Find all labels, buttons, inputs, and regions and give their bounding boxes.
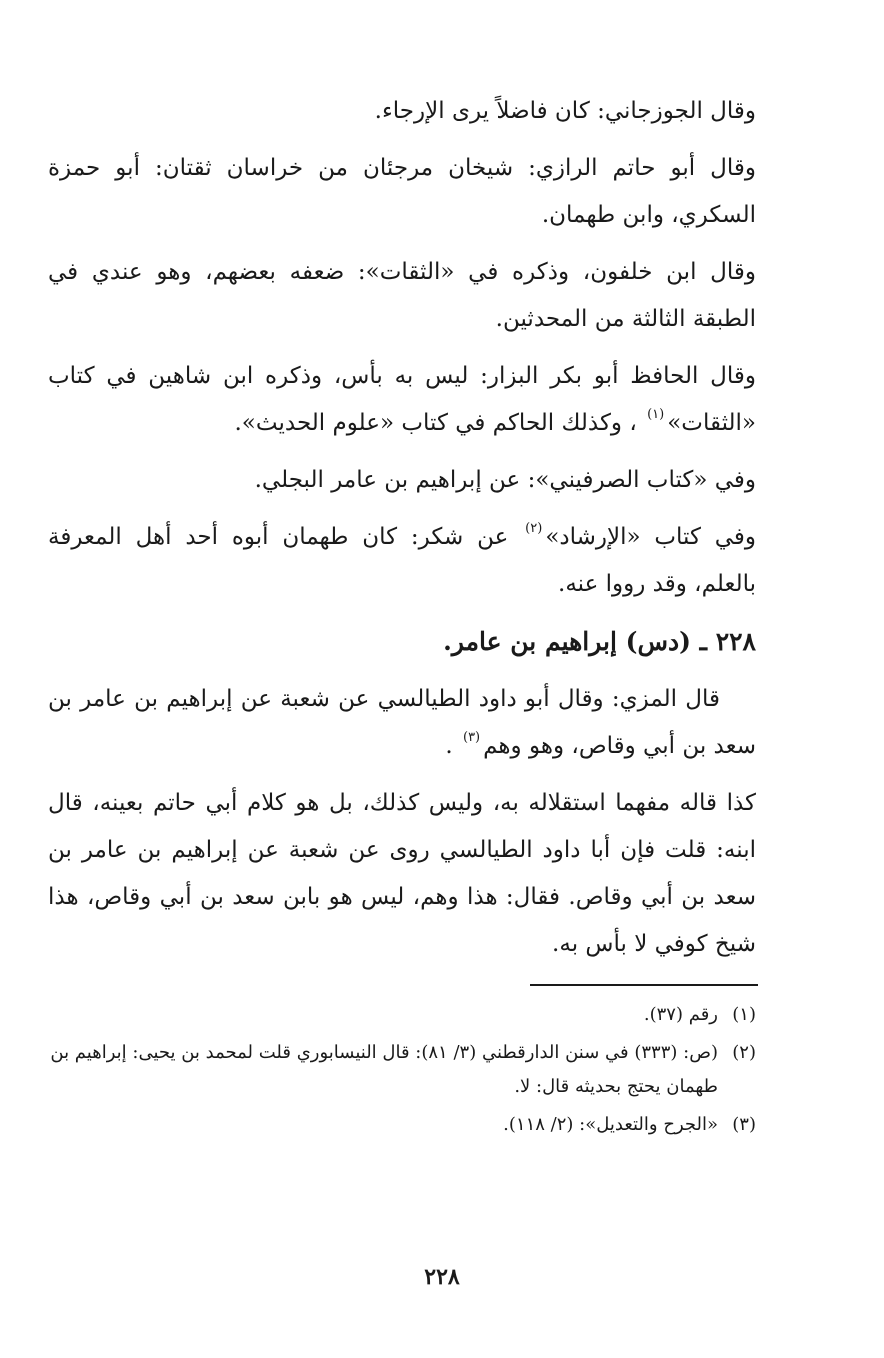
paragraph-mizzi bbox=[48, 676, 756, 770]
footnote-ref-2[interactable]: (٢) bbox=[525, 521, 543, 536]
footnote-text: (ص: (٣٣٣) في سنن الدارقطني (٣/ ٨١): قال النيسابوري قلت لمحمد بن يحيى: إبراهيم بن طهمان يحتج بحديثه قال: لا. bbox=[50, 1042, 718, 1097]
footnote-text: رقم (٣٧). bbox=[643, 1004, 718, 1025]
paragraph-juzjani bbox=[48, 88, 756, 135]
paragraph-commentary bbox=[48, 780, 756, 968]
entry-heading: ٢٢٨ ـ (دس) إبراهيم بن عامر. bbox=[443, 627, 756, 656]
paragraph-text: عن شكر: كان طهمان أبوه أحد أهل المعرفة بالعلم، وقد رووا عنه. bbox=[48, 524, 756, 597]
footnote-text: «الجرح والتعديل»: (٢/ ١١٨). bbox=[503, 1114, 718, 1135]
paragraph-text: وفي «كتاب الصرفيني»: عن إبراهيم بن عامر البجلي. bbox=[254, 467, 756, 493]
footnote-number: (٢) bbox=[732, 1042, 756, 1063]
paragraph-bazzar bbox=[48, 353, 756, 447]
paragraph-text: كذا قاله مفهما استقلاله به، وليس كذلك، بل هو كلام أبي حاتم بعينه، قال ابنه: قلت فإن أبا داود الطيالسي روى عن شعبة عن إبراهيم بن عامر بن سعد بن أبي وقاص. فقال: هذا وهم، ليس هو بابن سعد بن أبي وقاص، هذا شيخ كوفي لا بأس به. bbox=[48, 790, 756, 957]
footnote-ref-1[interactable]: (١) bbox=[647, 407, 665, 422]
footnote-number: (٣) bbox=[732, 1114, 756, 1135]
main-text bbox=[48, 88, 756, 978]
footnote-number: (١) bbox=[732, 1004, 756, 1025]
paragraph-irshad bbox=[48, 514, 756, 608]
paragraph-text: ، وكذلك الحاكم في كتاب «علوم الحديث». bbox=[234, 410, 637, 436]
footnote-3 bbox=[48, 1108, 756, 1142]
paragraph-text: وفي كتاب «الإرشاد» bbox=[545, 524, 757, 550]
footnote-divider bbox=[530, 984, 758, 986]
footnote-1 bbox=[48, 998, 756, 1032]
footnote-2 bbox=[48, 1036, 756, 1104]
paragraph-text: . bbox=[445, 733, 453, 759]
paragraph-sarifini bbox=[48, 457, 756, 504]
paragraph-text: وقال الحافظ أبو بكر البزار: ليس به بأس، وذكره ابن شاهين في كتاب «الثقات» bbox=[48, 363, 756, 436]
paragraph-text: وقال أبو حاتم الرازي: شيخان مرجئان من خراسان ثقتان: أبو حمزة السكري، وابن طهمان. bbox=[48, 155, 756, 228]
paragraph-abu-hatim bbox=[48, 145, 756, 239]
page-number: ٢٢٨ bbox=[424, 1264, 460, 1290]
paragraph-text: قال المزي: وقال أبو داود الطيالسي عن شعبة عن إبراهيم بن عامر بن سعد بن أبي وقاص، وهو وهم bbox=[48, 686, 756, 759]
paragraph-ibn-khalfun bbox=[48, 249, 756, 343]
paragraph-text: وقال ابن خلفون، وذكره في «الثقات»: ضعفه بعضهم، وهو عندي في الطبقة الثالثة من المحدثين. bbox=[48, 259, 756, 332]
footnote-ref-3[interactable]: (٣) bbox=[462, 730, 481, 745]
paragraph-text: وقال الجوزجاني: كان فاضلاً يرى الإرجاء. bbox=[374, 98, 756, 124]
footnotes bbox=[48, 998, 756, 1146]
